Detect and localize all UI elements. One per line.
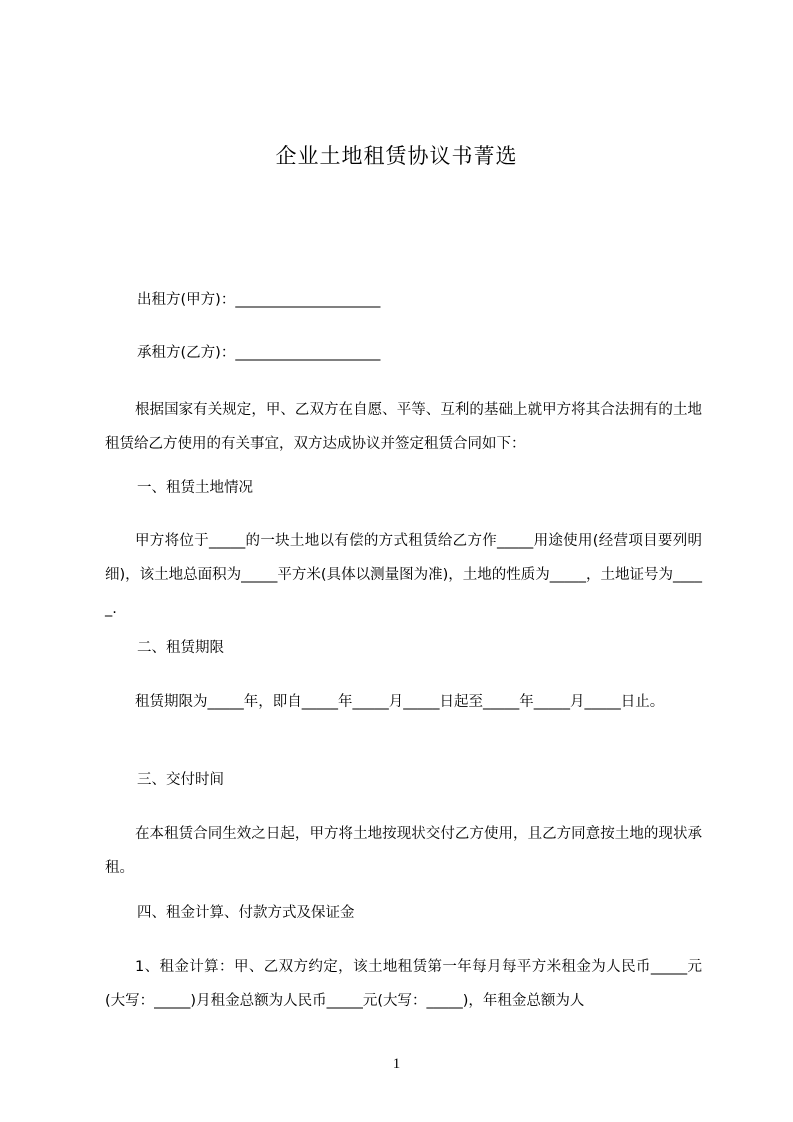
section-2-body: 租赁期限为_____年，即自_____年_____月_____日起至_____年_____月_____日止。 bbox=[135, 694, 665, 710]
lessor-line: 出租方(甲方)：____________________ bbox=[137, 292, 381, 308]
section-4-heading: 四、租金计算、付款方式及保证金 bbox=[137, 905, 355, 921]
page-number: 1 bbox=[392, 1056, 401, 1072]
document-title: 企业土地租赁协议书菁选 bbox=[275, 144, 518, 168]
section-2-heading: 二、租赁期限 bbox=[137, 640, 224, 656]
intro-paragraph: 根据国家有关规定，甲、乙双方在自愿、平等、互利的基础上就甲方将其合法拥有的土地租赁给乙方使用的有关事宜，双方达成协议并签定租赁合同如下： bbox=[105, 402, 702, 452]
section-3-body: 在本租赁合同生效之日起，甲方将土地按现状交付乙方使用，且乙方同意按土地的现状承租。 bbox=[105, 826, 702, 876]
section-4-item-1: 1、租金计算：甲、乙双方约定，该土地租赁第一年每月每平方米租金为人民币_____元(大写：_____)月租金总额为人民币_____元(大写：_____)，年租金总额为人 bbox=[105, 959, 702, 1009]
section-1-heading: 一、租赁土地情况 bbox=[137, 480, 253, 496]
section-3-heading: 三、交付时间 bbox=[137, 772, 224, 788]
lessee-line: 承租方(乙方)：____________________ bbox=[137, 345, 381, 361]
section-1-body: 甲方将位于_____的一块土地以有偿的方式租赁给乙方作_____用途使用(经营项目要列明细)，该土地总面积为_____平方米(具体以测量图为准)，土地的性质为_____，土地证号为_____. bbox=[105, 533, 702, 617]
